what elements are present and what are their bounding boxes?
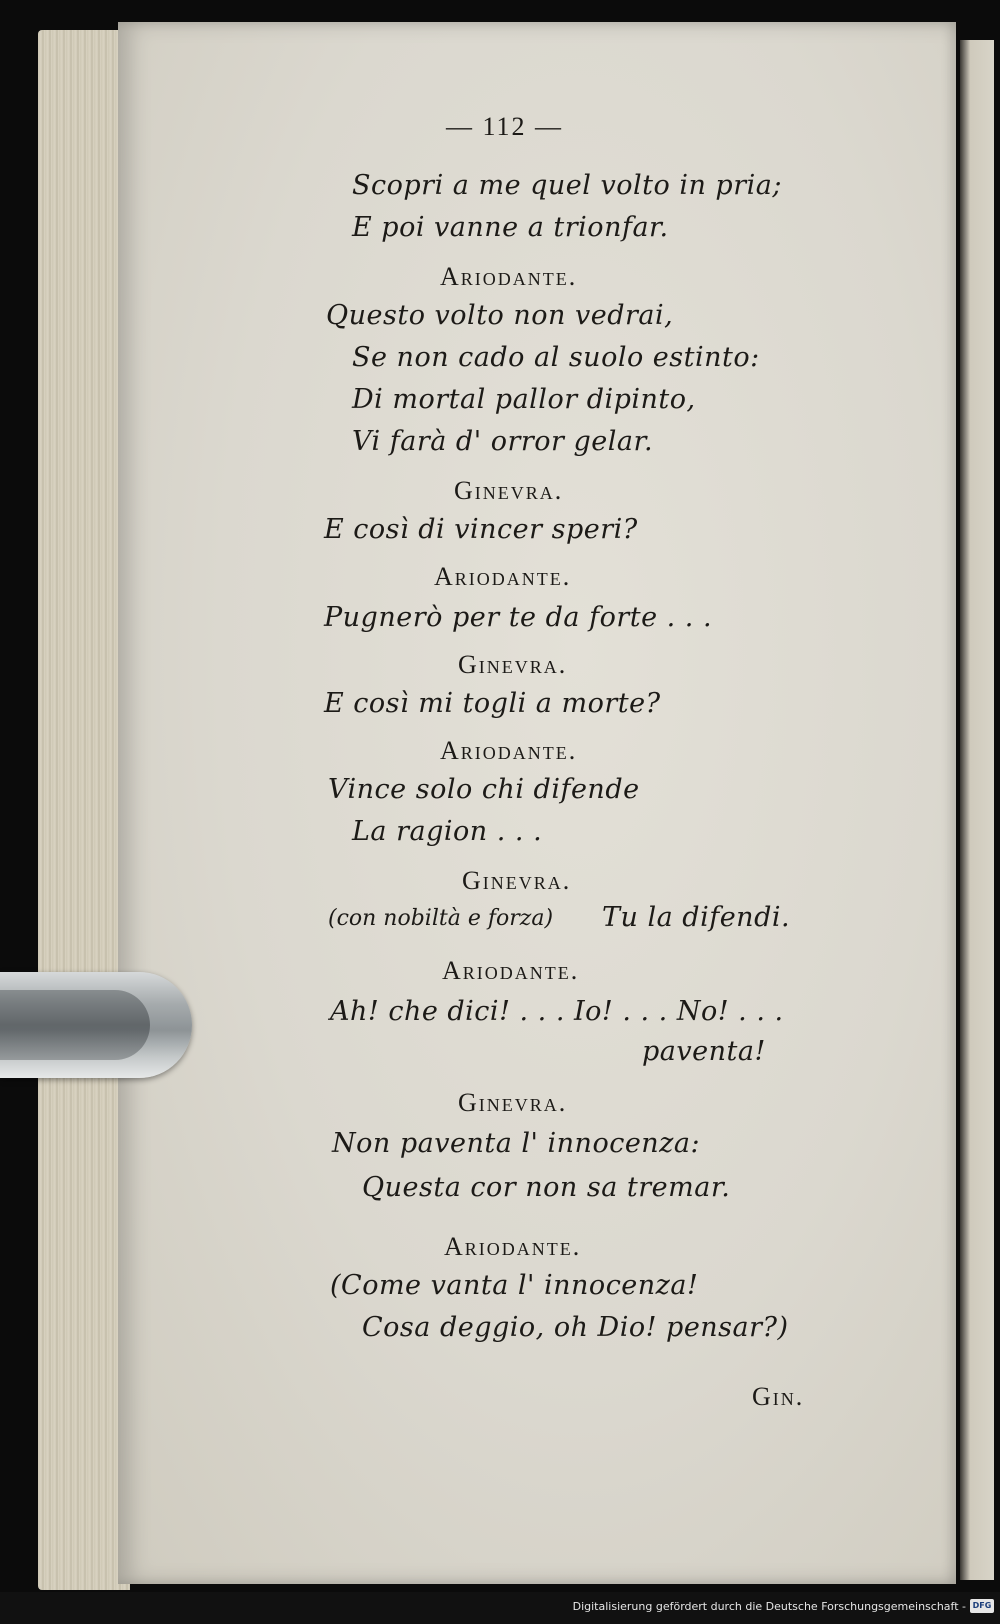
verse-line: Tu la difendi.	[602, 902, 791, 933]
verse-line: Questa cor non sa tremar.	[362, 1172, 731, 1203]
speaker-label: Ariodante.	[440, 262, 578, 291]
verse-line: E così mi togli a morte?	[324, 688, 661, 719]
speaker-label: Ginevra.	[454, 476, 564, 505]
speaker-label: Ariodante.	[442, 956, 580, 985]
verse-line: Cosa deggio, oh Dio! pensar?)	[362, 1312, 789, 1343]
verse-line: Pugnerò per te da forte . . .	[324, 602, 713, 633]
stage-direction: (con nobiltà e forza)	[328, 906, 554, 931]
speaker-label: Ginevra.	[458, 650, 568, 679]
digitization-credit: Digitalisierung gefördert durch die Deutsche Forschungsgemeinschaft -	[572, 1600, 966, 1613]
book-clamp	[0, 972, 192, 1078]
verse-line: Di mortal pallor dipinto,	[352, 384, 696, 415]
verse-line: La ragion . . .	[352, 816, 543, 847]
verse-line: Questo volto non vedrai,	[326, 300, 674, 331]
speaker-label: Ariodante.	[434, 562, 572, 591]
speaker-label: Ginevra.	[462, 866, 572, 895]
dfg-logo: DFG	[970, 1599, 994, 1613]
speaker-label: Ginevra.	[458, 1088, 568, 1117]
verse-line: E poi vanne a trionfar.	[352, 212, 669, 243]
verse-line: Se non cado al suolo estinto:	[352, 342, 760, 373]
speaker-label: Ariodante.	[440, 736, 578, 765]
verse-line: E così di vincer speri?	[324, 514, 638, 545]
page-number: — 112 —	[446, 112, 564, 141]
book-clamp-shadow	[0, 990, 150, 1060]
verse-line: paventa!	[642, 1036, 766, 1067]
speaker-label: Ariodante.	[444, 1232, 582, 1261]
verse-line: Vince solo chi difende	[328, 774, 640, 805]
page-edges-stack	[38, 30, 130, 1590]
verse-line: Non paventa l' innocenza:	[332, 1128, 701, 1159]
verse-line: Vi farà d' orror gelar.	[352, 426, 654, 457]
catchword: Gin.	[752, 1382, 805, 1411]
verse-line: (Come vanta l' innocenza!	[330, 1270, 699, 1301]
verse-line: Scopri a me quel volto in pria;	[352, 170, 782, 201]
next-page-edge	[960, 40, 994, 1580]
verse-line: Ah! che dici! . . . Io! . . . No! . . .	[330, 996, 784, 1027]
